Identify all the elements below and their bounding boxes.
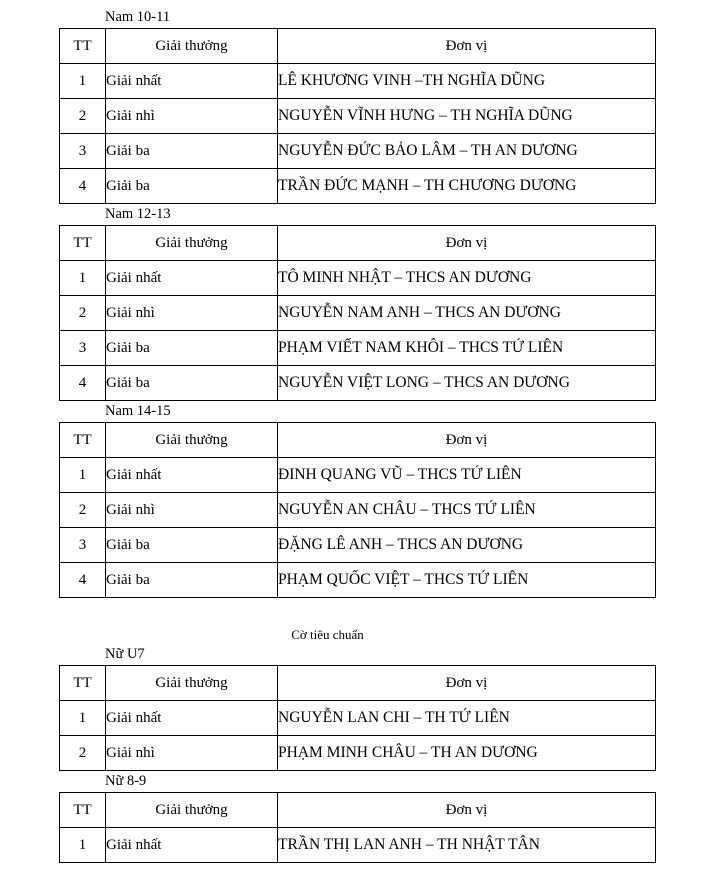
column-header-unit: Đơn vị xyxy=(278,226,656,261)
table-row xyxy=(60,331,656,366)
table-row xyxy=(60,261,656,296)
table-row xyxy=(60,563,656,598)
table-row xyxy=(60,736,656,771)
cell-tt: 2 xyxy=(60,493,106,528)
cell-tt: 1 xyxy=(60,828,106,863)
column-header-unit: Đơn vị xyxy=(278,666,656,701)
column-header-tt: TT xyxy=(60,226,106,261)
column-header-prize: Giải thưởng xyxy=(106,226,278,261)
cell-tt: 3 xyxy=(60,134,106,169)
award-table-nam-14-15 xyxy=(59,422,656,598)
table-row xyxy=(60,493,656,528)
cell-prize: Giải nhất xyxy=(106,458,278,493)
top-spacer xyxy=(0,0,703,7)
column-header-prize: Giải thưởng xyxy=(106,29,278,64)
section-label-nam-12-13: Nam 12-13 xyxy=(105,206,171,222)
cell-tt: 3 xyxy=(60,528,106,563)
cell-prize: Giải ba xyxy=(106,563,278,598)
cell-unit: TRẦN THỊ LAN ANH – TH NHẬT TÂN xyxy=(278,828,656,863)
cell-prize: Giải nhất xyxy=(106,828,278,863)
table-row xyxy=(60,99,656,134)
section-label-nam-14-15: Nam 14-15 xyxy=(105,403,171,419)
column-header-prize: Giải thưởng xyxy=(106,793,278,828)
cell-tt: 1 xyxy=(60,261,106,296)
cell-unit: NGUYỄN NAM ANH – THCS AN DƯƠNG xyxy=(278,296,656,331)
cell-unit: NGUYỄN VIỆT LONG – THCS AN DƯƠNG xyxy=(278,366,656,401)
column-header-tt: TT xyxy=(60,666,106,701)
cell-unit: NGUYỄN ĐỨC BẢO LÂM – TH AN DƯƠNG xyxy=(278,134,656,169)
cell-tt: 1 xyxy=(60,701,106,736)
table-row xyxy=(60,64,656,99)
column-header-tt: TT xyxy=(60,29,106,64)
cell-tt: 2 xyxy=(60,99,106,134)
table-header-row xyxy=(60,423,656,458)
cell-prize: Giải nhì xyxy=(106,296,278,331)
column-header-prize: Giải thưởng xyxy=(106,666,278,701)
cell-prize: Giải ba xyxy=(106,528,278,563)
section-gap xyxy=(0,598,703,626)
cell-unit: ĐINH QUANG VŨ – THCS TỨ LIÊN xyxy=(278,458,656,493)
cell-prize: Giải ba xyxy=(106,331,278,366)
cell-prize: Giải nhì xyxy=(106,493,278,528)
cell-tt: 4 xyxy=(60,366,106,401)
table-header-row xyxy=(60,793,656,828)
cell-unit: ĐẶNG LÊ ANH – THCS AN DƯƠNG xyxy=(278,528,656,563)
cell-tt: 1 xyxy=(60,64,106,99)
column-header-unit: Đơn vị xyxy=(278,793,656,828)
section-label-nam-10-11: Nam 10-11 xyxy=(105,9,171,25)
table-row xyxy=(60,169,656,204)
table-header-row xyxy=(60,29,656,64)
column-header-prize: Giải thưởng xyxy=(106,423,278,458)
cell-prize: Giải nhất xyxy=(106,64,278,99)
table-row xyxy=(60,828,656,863)
table-header-row xyxy=(60,666,656,701)
table-header-row xyxy=(60,226,656,261)
cell-unit: TÔ MINH NHẬT – THCS AN DƯƠNG xyxy=(278,261,656,296)
cell-unit: PHẠM MINH CHÂU – TH AN DƯƠNG xyxy=(278,736,656,771)
cell-prize: Giải nhì xyxy=(106,736,278,771)
section-label-nu-u7: Nữ U7 xyxy=(105,646,145,662)
cell-prize: Giải nhì xyxy=(106,99,278,134)
table-row xyxy=(60,528,656,563)
cell-unit: PHẠM VIẾT NAM KHÔI – THCS TỨ LIÊN xyxy=(278,331,656,366)
cell-unit: LÊ KHƯƠNG VINH –TH NGHĨA DŨNG xyxy=(278,64,656,99)
cell-tt: 4 xyxy=(60,563,106,598)
column-header-tt: TT xyxy=(60,793,106,828)
table-row xyxy=(60,701,656,736)
award-table-nam-10-11 xyxy=(59,28,656,204)
cell-tt: 1 xyxy=(60,458,106,493)
cell-prize: Giải ba xyxy=(106,134,278,169)
cell-tt: 2 xyxy=(60,296,106,331)
group-heading-co-tieu-chuan: Cờ tiêu chuẩn xyxy=(291,627,364,642)
cell-tt: 4 xyxy=(60,169,106,204)
cell-prize: Giải ba xyxy=(106,169,278,204)
column-header-tt: TT xyxy=(60,423,106,458)
cell-tt: 3 xyxy=(60,331,106,366)
award-table-nam-12-13 xyxy=(59,225,656,401)
cell-prize: Giải nhất xyxy=(106,701,278,736)
cell-tt: 2 xyxy=(60,736,106,771)
cell-prize: Giải nhất xyxy=(106,261,278,296)
cell-unit: NGUYỄN LAN CHI – TH TỨ LIÊN xyxy=(278,701,656,736)
column-header-unit: Đơn vị xyxy=(278,29,656,64)
cell-prize: Giải ba xyxy=(106,366,278,401)
cell-unit: TRẦN ĐỨC MẠNH – TH CHƯƠNG DƯƠNG xyxy=(278,169,656,204)
table-row xyxy=(60,134,656,169)
cell-unit: NGUYỄN AN CHÂU – THCS TỨ LIÊN xyxy=(278,493,656,528)
column-header-unit: Đơn vị xyxy=(278,423,656,458)
table-row xyxy=(60,296,656,331)
award-table-nu-u7 xyxy=(59,665,656,771)
award-table-nu-8-9 xyxy=(59,792,656,863)
table-row xyxy=(60,458,656,493)
cell-unit: NGUYỄN VĨNH HƯNG – TH NGHĨA DŨNG xyxy=(278,99,656,134)
table-row xyxy=(60,366,656,401)
cell-unit: PHẠM QUỐC VIỆT – THCS TỨ LIÊN xyxy=(278,563,656,598)
section-label-nu-8-9: Nữ 8-9 xyxy=(105,773,147,789)
